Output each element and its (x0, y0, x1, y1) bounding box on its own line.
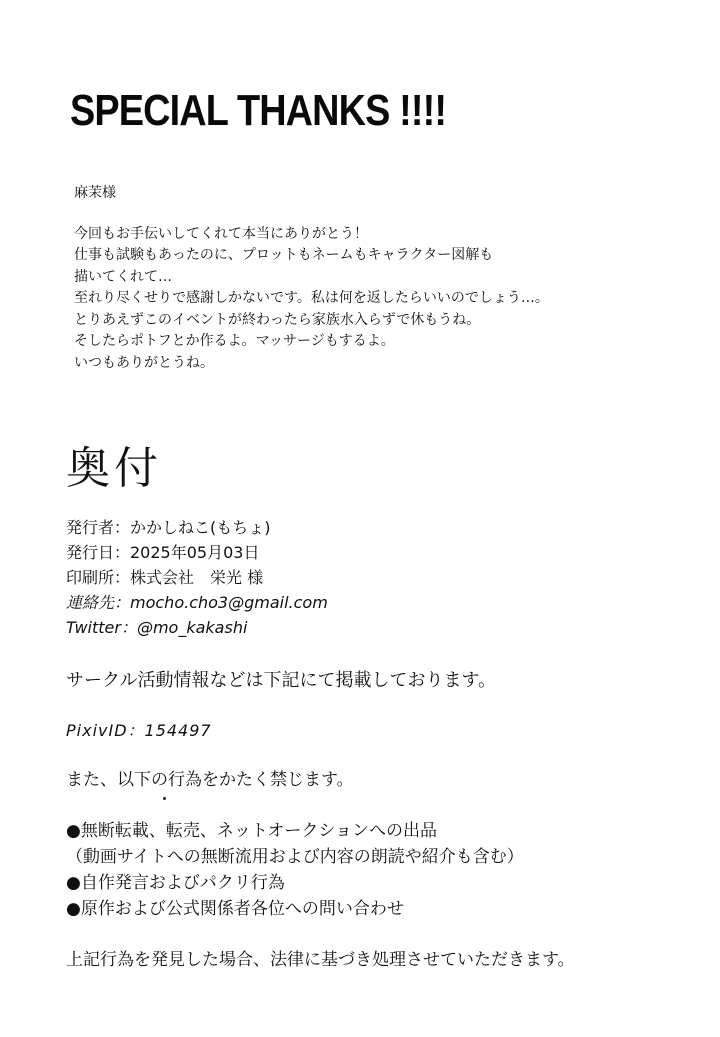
contact-email-row: 連絡先：mocho.cho3@gmail.com (66, 593, 328, 612)
thanks-line: 今回もお手伝いしてくれて本当にありがとう！ (74, 225, 368, 242)
publisher-row: 発行者：かかしねこ(もちょ) (66, 518, 271, 537)
thanks-line: 仕事も試験もあったのに、プロットもネームもキャラクター図解も (74, 247, 494, 263)
publish-date-row: 発行日：2025年05月03日 (66, 543, 260, 562)
prohibition-list (66, 818, 524, 922)
thanks-line: 至れり尽くせりで感謝しかないです。私は何を返したらいいのでしょう…。 (74, 290, 549, 306)
circle-info-note: サークル活動情報などは下記にて掲載しております。 (66, 670, 497, 691)
colophon-info (66, 515, 328, 640)
thanks-line: いつもありがとうね。 (74, 354, 214, 371)
pixiv-id: PixivID：154497 (66, 721, 212, 740)
prohibition-intro: また、以下の行為をかたく禁じます。 (66, 770, 354, 790)
colophon-heading: 奥付 (66, 443, 162, 494)
thanks-line: そしたらポトフとか作るよ。マッサージもするよ。 (74, 333, 395, 349)
prohibition-item: ●無断転載、転売、ネットオークションへの出品 (66, 821, 437, 841)
thanks-line: 描いてくれて… (74, 268, 172, 285)
prohibition-item: （動画サイトへの無断流用および内容の朗読や紹介も含む） (66, 847, 524, 867)
printer-row: 印刷所：株式会社 栄光 様 (66, 568, 264, 587)
thanks-line: とりあえずこのイベントが終わったら家族水入らずで休もうね。 (74, 311, 481, 328)
page-title: SPECIAL THANKS !!!! (70, 86, 447, 135)
thanks-message (74, 183, 549, 374)
prohibition-item: ●自作発言およびパクリ行為 (66, 873, 285, 893)
twitter-row: Twitter：@mo_kakashi (66, 618, 248, 637)
prohibition-item: ●原作および公式関係者各位への問い合わせ (66, 899, 404, 919)
legal-notice: 上記行為を発見した場合、法律に基づき処理させていただきます。 (66, 950, 575, 970)
thanks-recipient: 麻茉様 (74, 185, 116, 201)
ink-speck (163, 797, 166, 800)
